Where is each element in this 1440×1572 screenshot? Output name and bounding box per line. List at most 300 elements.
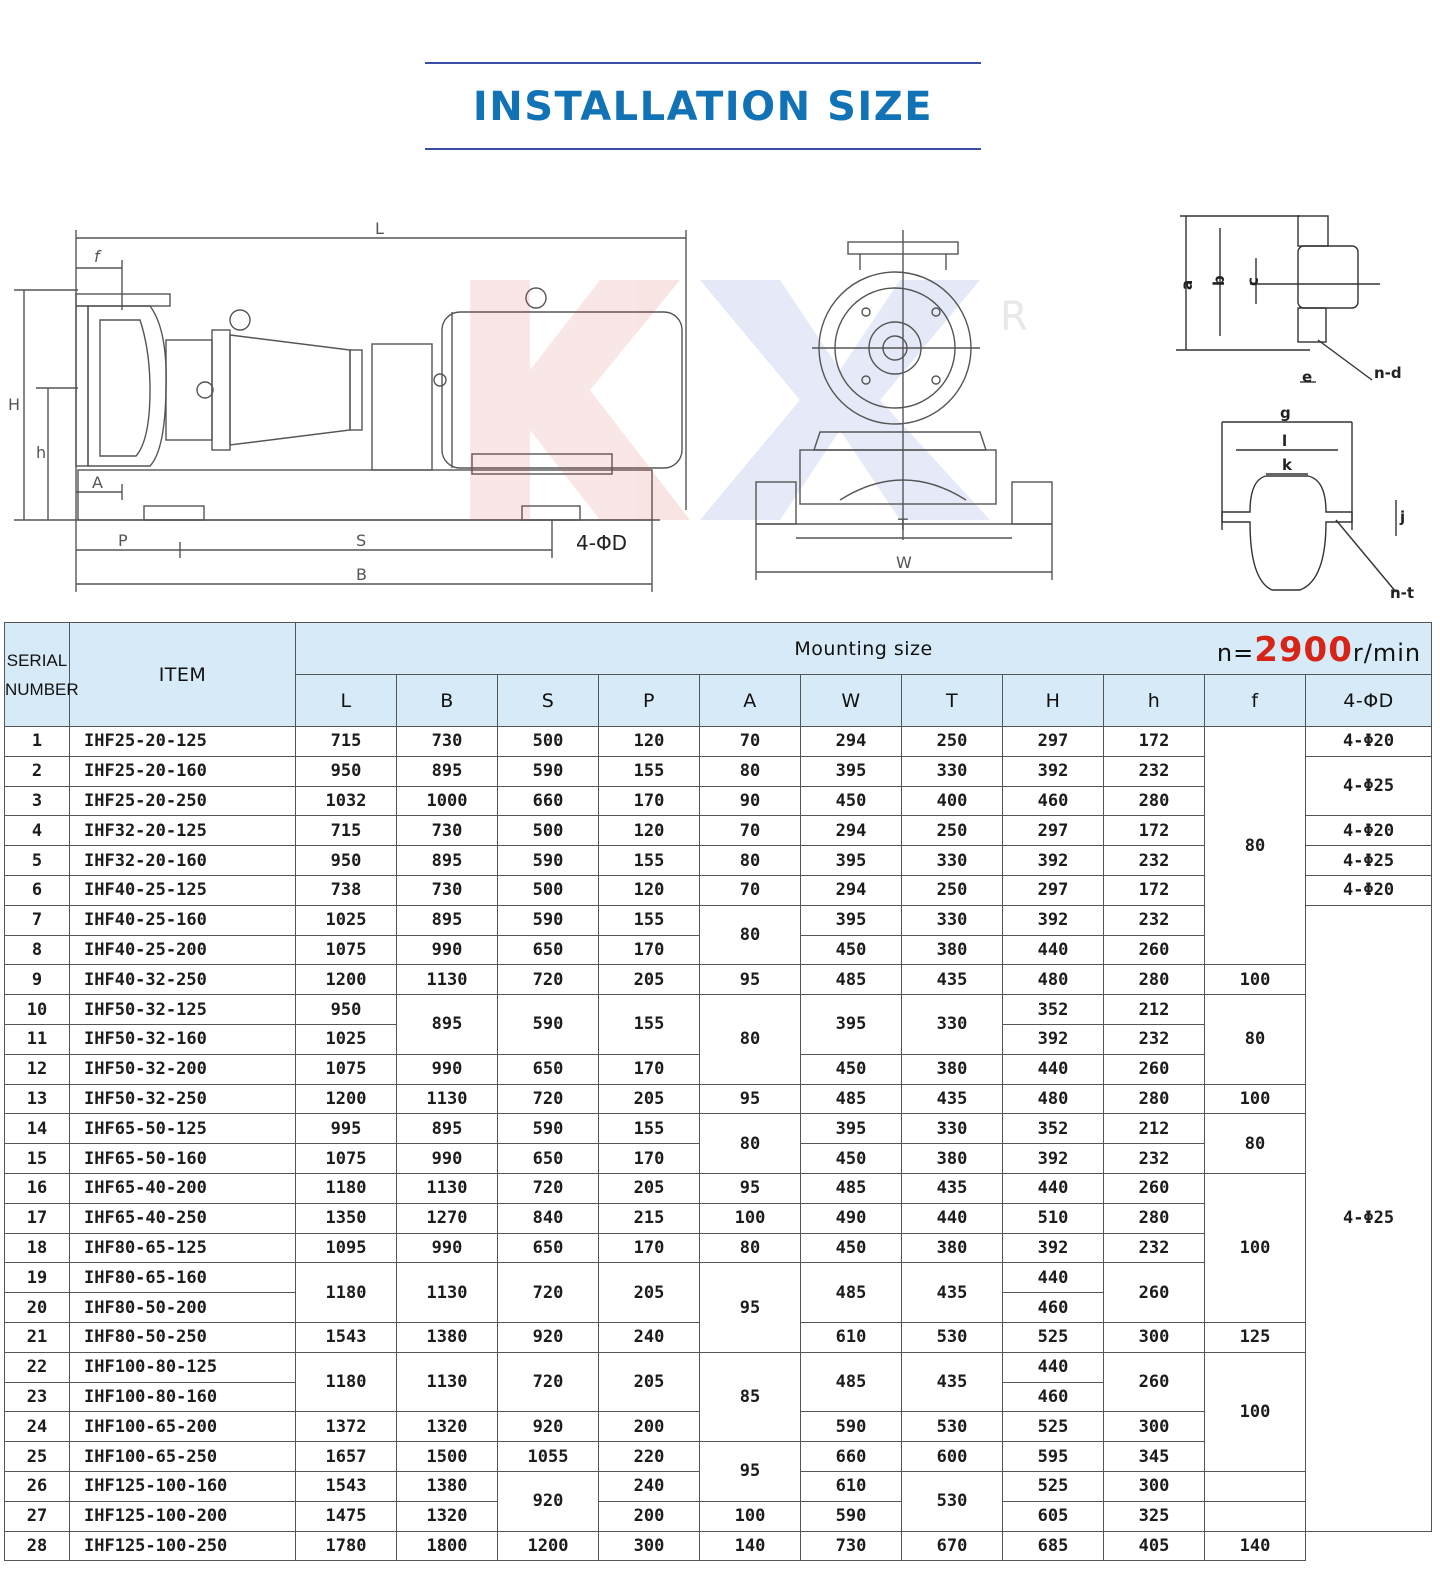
table-row (5, 1531, 1432, 1561)
value-cell: 440 (1003, 1054, 1104, 1084)
value-cell: 525 (1003, 1412, 1104, 1442)
column-header: L (296, 675, 397, 727)
value-cell: 330 (902, 995, 1003, 1055)
value-cell: 435 (902, 1263, 1003, 1323)
value-cell: 125 (1205, 1322, 1306, 1352)
item-cell: IHF80-50-250 (70, 1322, 296, 1352)
value-cell: 950 (296, 756, 397, 786)
value-cell: 405 (1104, 1531, 1205, 1561)
table-header (5, 623, 1432, 727)
value-cell: 280 (1104, 1203, 1205, 1233)
serial-cell: 12 (5, 1054, 70, 1084)
value-cell: 450 (801, 1233, 902, 1263)
value-cell: 300 (1104, 1471, 1205, 1501)
serial-cell: 15 (5, 1144, 70, 1174)
column-header: B (397, 675, 498, 727)
table-row (5, 1173, 1432, 1203)
dim-label-P: P (118, 531, 128, 550)
serial-cell: 21 (5, 1322, 70, 1352)
value-cell: 85 (700, 1352, 801, 1441)
item-cell: IHF80-65-160 (70, 1263, 296, 1293)
value-cell: 650 (498, 1144, 599, 1174)
value-cell: 1657 (296, 1442, 397, 1472)
column-header: H (1003, 675, 1104, 727)
item-cell: IHF65-40-250 (70, 1203, 296, 1233)
value-cell: 80 (700, 905, 801, 965)
value-cell: 590 (801, 1412, 902, 1442)
value-cell: 480 (1003, 1084, 1104, 1114)
dim-label-a: a (1178, 279, 1196, 290)
item-cell: IHF40-32-250 (70, 965, 296, 995)
dim-label-f: f (94, 247, 100, 266)
item-cell: IHF100-65-200 (70, 1412, 296, 1442)
value-cell: 1200 (498, 1531, 599, 1561)
serial-number-header (5, 623, 79, 727)
value-cell: 435 (902, 965, 1003, 995)
value-cell: 80 (700, 995, 801, 1084)
value-cell: 155 (599, 846, 700, 876)
value-cell: 300 (1104, 1322, 1205, 1352)
value-cell: 1200 (296, 1084, 397, 1114)
value-cell: 450 (801, 935, 902, 965)
value-cell: 212 (1104, 995, 1205, 1025)
serial-cell: 3 (5, 786, 70, 816)
value-cell: 4-Φ25 (1306, 756, 1432, 816)
outlet-flange-detail (1176, 216, 1380, 382)
value-cell: 140 (1205, 1531, 1306, 1561)
value-cell: 260 (1104, 1054, 1205, 1084)
value-cell: 380 (902, 1233, 1003, 1263)
item-cell: IHF50-32-160 (70, 1024, 296, 1054)
item-cell: IHF65-50-125 (70, 1114, 296, 1144)
value-cell: 205 (599, 965, 700, 995)
serial-header-line1: SERIAL (6, 650, 68, 670)
value-cell: 895 (397, 995, 498, 1055)
value-cell: 1475 (296, 1501, 397, 1531)
value-cell: 200 (599, 1412, 700, 1442)
serial-cell: 27 (5, 1501, 70, 1531)
dim-label-e: e (1302, 368, 1313, 386)
speed-value: 2900 (1254, 630, 1353, 670)
value-cell (1205, 1501, 1306, 1531)
value-cell: 895 (397, 1114, 498, 1144)
value-cell: 1543 (296, 1471, 397, 1501)
value-cell: 100 (700, 1501, 801, 1531)
value-cell: 392 (1003, 846, 1104, 876)
serial-cell: 7 (5, 905, 70, 935)
value-cell: 485 (801, 965, 902, 995)
serial-cell: 20 (5, 1293, 70, 1323)
value-cell: 170 (599, 1233, 700, 1263)
value-cell: 80 (700, 846, 801, 876)
column-header: P (599, 675, 700, 727)
serial-cell: 28 (5, 1531, 70, 1561)
item-cell: IHF100-80-125 (70, 1352, 296, 1382)
value-cell: 1180 (296, 1352, 397, 1412)
value-cell: 232 (1104, 905, 1205, 935)
value-cell: 605 (1003, 1501, 1104, 1531)
value-cell: 4-Φ25 (1306, 846, 1432, 876)
value-cell: 330 (902, 1114, 1003, 1144)
dim-label-n-d: n-d (1374, 364, 1402, 382)
value-cell: 590 (498, 756, 599, 786)
table-row (5, 727, 1432, 757)
item-cell: IHF25-20-250 (70, 786, 296, 816)
table-row (5, 1084, 1432, 1114)
item-cell: IHF25-20-125 (70, 727, 296, 757)
value-cell: 595 (1003, 1442, 1104, 1472)
value-cell: 1372 (296, 1412, 397, 1442)
value-cell: 95 (700, 1442, 801, 1502)
title-rule-bottom (425, 148, 981, 150)
value-cell: 100 (1205, 965, 1306, 995)
value-cell: 950 (296, 995, 397, 1025)
value-cell: 1055 (498, 1442, 599, 1472)
value-cell: 840 (498, 1203, 599, 1233)
value-cell: 1543 (296, 1322, 397, 1352)
value-cell: 260 (1104, 935, 1205, 965)
value-cell: 435 (902, 1084, 1003, 1114)
value-cell: 172 (1104, 875, 1205, 905)
value-cell: 440 (902, 1203, 1003, 1233)
item-cell: IHF65-40-200 (70, 1173, 296, 1203)
value-cell: 950 (296, 846, 397, 876)
item-cell: IHF80-65-125 (70, 1233, 296, 1263)
value-cell: 440 (1003, 1173, 1104, 1203)
value-cell: 140 (700, 1531, 801, 1561)
dim-label-n-t: n-t (1390, 584, 1415, 602)
table-body (5, 727, 1432, 1561)
item-cell: IHF125-100-160 (70, 1471, 296, 1501)
value-cell: 1130 (397, 1352, 498, 1412)
value-cell: 485 (801, 1352, 902, 1412)
value-cell: 650 (498, 935, 599, 965)
value-cell: 80 (700, 1233, 801, 1263)
value-cell: 95 (700, 1084, 801, 1114)
item-cell: IHF80-50-200 (70, 1293, 296, 1323)
value-cell: 1780 (296, 1531, 397, 1561)
value-cell: 685 (1003, 1531, 1104, 1561)
column-header: S (498, 675, 599, 727)
value-cell: 490 (801, 1203, 902, 1233)
value-cell: 1130 (397, 1263, 498, 1323)
item-cell: IHF65-50-160 (70, 1144, 296, 1174)
value-cell: 460 (1003, 1382, 1104, 1412)
table-row (5, 1352, 1432, 1382)
value-cell: 170 (599, 786, 700, 816)
value-cell: 70 (700, 875, 801, 905)
value-cell: 590 (498, 846, 599, 876)
value-cell: 1075 (296, 1054, 397, 1084)
value-cell: 1320 (397, 1412, 498, 1442)
value-cell: 720 (498, 965, 599, 995)
item-cell: IHF50-32-125 (70, 995, 296, 1025)
dim-label-h: h (36, 443, 47, 462)
value-cell: 205 (599, 1352, 700, 1412)
value-cell: 530 (902, 1322, 1003, 1352)
dim-label-l: l (1282, 432, 1288, 450)
column-header: T (902, 675, 1003, 727)
value-cell: 280 (1104, 786, 1205, 816)
value-cell: 500 (498, 875, 599, 905)
value-cell: 294 (801, 727, 902, 757)
value-cell: 720 (498, 1084, 599, 1114)
value-cell: 297 (1003, 816, 1104, 846)
value-cell: 1130 (397, 1084, 498, 1114)
value-cell: 155 (599, 905, 700, 935)
value-cell (1205, 1471, 1306, 1501)
value-cell: 895 (397, 756, 498, 786)
value-cell: 200 (599, 1501, 700, 1531)
value-cell: 205 (599, 1173, 700, 1203)
serial-cell: 1 (5, 727, 70, 757)
value-cell: 300 (599, 1531, 700, 1561)
serial-cell: 10 (5, 995, 70, 1025)
speed-label (1217, 630, 1421, 670)
dim-label-b: b (1210, 275, 1228, 286)
value-cell: 260 (1104, 1263, 1205, 1323)
mounting-size-header (296, 623, 1432, 675)
column-header: W (801, 675, 902, 727)
value-cell: 500 (498, 727, 599, 757)
serial-cell: 14 (5, 1114, 70, 1144)
value-cell: 240 (599, 1471, 700, 1501)
value-cell: 1000 (397, 786, 498, 816)
serial-cell: 16 (5, 1173, 70, 1203)
value-cell: 525 (1003, 1322, 1104, 1352)
title-banner (425, 62, 981, 152)
value-cell: 250 (902, 816, 1003, 846)
value-cell: 250 (902, 875, 1003, 905)
value-cell: 1350 (296, 1203, 397, 1233)
value-cell: 70 (700, 727, 801, 757)
value-cell: 395 (801, 995, 902, 1055)
value-cell: 294 (801, 816, 902, 846)
value-cell: 590 (801, 1501, 902, 1531)
serial-cell: 26 (5, 1471, 70, 1501)
value-cell: 1800 (397, 1531, 498, 1561)
watermark-r: R (1000, 294, 1028, 340)
item-cell: IHF40-25-200 (70, 935, 296, 965)
value-cell: 392 (1003, 756, 1104, 786)
value-cell: 610 (801, 1471, 902, 1501)
value-cell: 440 (1003, 1263, 1104, 1293)
value-cell: 205 (599, 1084, 700, 1114)
value-cell: 590 (498, 1114, 599, 1144)
value-cell: 95 (700, 1263, 801, 1352)
dim-label-k: k (1282, 456, 1292, 474)
value-cell: 600 (902, 1442, 1003, 1472)
value-cell: 395 (801, 1114, 902, 1144)
serial-cell: 25 (5, 1442, 70, 1472)
value-cell: 155 (599, 1114, 700, 1144)
value-cell: 738 (296, 875, 397, 905)
serial-cell: 9 (5, 965, 70, 995)
value-cell: 1025 (296, 905, 397, 935)
value-cell: 720 (498, 1352, 599, 1412)
drawing-svg (0, 200, 1440, 620)
value-cell: 4-Φ20 (1306, 727, 1432, 757)
value-cell: 1500 (397, 1442, 498, 1472)
value-cell: 440 (1003, 935, 1104, 965)
value-cell: 4-Φ25 (1306, 905, 1432, 1531)
value-cell: 440 (1003, 1352, 1104, 1382)
value-cell: 485 (801, 1084, 902, 1114)
value-cell: 325 (1104, 1501, 1205, 1531)
serial-cell: 11 (5, 1024, 70, 1054)
item-cell: IHF125-100-200 (70, 1501, 296, 1531)
mounting-size-table (4, 622, 1432, 1561)
value-cell: 232 (1104, 1233, 1205, 1263)
value-cell: 232 (1104, 846, 1205, 876)
item-cell: IHF100-65-250 (70, 1442, 296, 1472)
value-cell: 530 (902, 1412, 1003, 1442)
value-cell: 1380 (397, 1322, 498, 1352)
item-header: ITEM (70, 623, 296, 727)
value-cell: 660 (801, 1442, 902, 1472)
value-cell: 525 (1003, 1471, 1104, 1501)
value-cell: 380 (902, 1054, 1003, 1084)
value-cell: 280 (1104, 1084, 1205, 1114)
value-cell: 730 (397, 875, 498, 905)
value-cell: 395 (801, 846, 902, 876)
value-cell: 1180 (296, 1173, 397, 1203)
speed-unit: r/min (1352, 639, 1422, 667)
dim-label-A: A (92, 473, 103, 492)
value-cell: 990 (397, 935, 498, 965)
item-cell: IHF50-32-250 (70, 1084, 296, 1114)
serial-cell: 6 (5, 875, 70, 905)
table-row (5, 995, 1432, 1025)
value-cell: 120 (599, 727, 700, 757)
item-cell: IHF40-25-125 (70, 875, 296, 905)
value-cell: 330 (902, 905, 1003, 935)
item-cell: IHF32-20-125 (70, 816, 296, 846)
value-cell: 170 (599, 1144, 700, 1174)
value-cell: 485 (801, 1263, 902, 1323)
value-cell: 1380 (397, 1471, 498, 1501)
value-cell: 730 (801, 1531, 902, 1561)
value-cell: 100 (1205, 1173, 1306, 1322)
value-cell: 400 (902, 786, 1003, 816)
serial-cell: 17 (5, 1203, 70, 1233)
dim-label-H: H (8, 395, 21, 414)
title-rule-top (425, 62, 981, 64)
value-cell: 170 (599, 935, 700, 965)
value-cell: 650 (498, 1054, 599, 1084)
serial-cell: 13 (5, 1084, 70, 1114)
value-cell: 260 (1104, 1352, 1205, 1412)
value-cell: 4-Φ20 (1306, 816, 1432, 846)
value-cell: 232 (1104, 1144, 1205, 1174)
value-cell: 70 (700, 816, 801, 846)
value-cell: 1200 (296, 965, 397, 995)
value-cell: 480 (1003, 965, 1104, 995)
value-cell: 352 (1003, 1114, 1104, 1144)
dim-label-L: L (375, 219, 384, 238)
serial-cell: 22 (5, 1352, 70, 1382)
value-cell: 260 (1104, 1173, 1205, 1203)
value-cell: 730 (397, 816, 498, 846)
value-cell: 155 (599, 995, 700, 1055)
value-cell: 4-Φ20 (1306, 875, 1432, 905)
value-cell: 120 (599, 816, 700, 846)
value-cell: 895 (397, 846, 498, 876)
dim-label-4-phi-d: 4-ΦD (576, 531, 628, 555)
value-cell: 100 (1205, 1352, 1306, 1471)
item-cell: IHF40-25-160 (70, 905, 296, 935)
value-cell: 280 (1104, 965, 1205, 995)
value-cell: 485 (801, 1173, 902, 1203)
value-cell: 80 (1205, 1114, 1306, 1174)
value-cell: 730 (397, 727, 498, 757)
value-cell: 530 (902, 1471, 1003, 1531)
value-cell: 80 (700, 756, 801, 786)
value-cell: 990 (397, 1233, 498, 1263)
value-cell: 172 (1104, 727, 1205, 757)
value-cell: 232 (1104, 1024, 1205, 1054)
value-cell: 1075 (296, 935, 397, 965)
value-cell: 380 (902, 1144, 1003, 1174)
watermark-logo (470, 280, 1028, 520)
value-cell: 920 (498, 1471, 599, 1531)
value-cell: 395 (801, 905, 902, 935)
value-cell: 205 (599, 1263, 700, 1323)
dim-label-B: B (356, 565, 367, 584)
value-cell: 1075 (296, 1144, 397, 1174)
value-cell: 95 (700, 965, 801, 995)
serial-cell: 24 (5, 1412, 70, 1442)
value-cell: 450 (801, 786, 902, 816)
value-cell: 895 (397, 905, 498, 935)
column-header: h (1104, 675, 1205, 727)
serial-cell: 23 (5, 1382, 70, 1412)
value-cell: 1095 (296, 1233, 397, 1263)
table-row (5, 1114, 1432, 1144)
value-cell: 450 (801, 1144, 902, 1174)
value-cell: 395 (801, 756, 902, 786)
value-cell: 90 (700, 786, 801, 816)
serial-cell: 5 (5, 846, 70, 876)
value-cell: 297 (1003, 727, 1104, 757)
value-cell: 170 (599, 1054, 700, 1084)
value-cell: 1025 (296, 1024, 397, 1054)
value-cell: 392 (1003, 1144, 1104, 1174)
value-cell: 650 (498, 1233, 599, 1263)
value-cell: 500 (498, 816, 599, 846)
dim-label-T: T (898, 515, 908, 534)
value-cell: 352 (1003, 995, 1104, 1025)
page-title: INSTALLATION SIZE (472, 84, 934, 130)
value-cell: 435 (902, 1173, 1003, 1203)
value-cell: 297 (1003, 875, 1104, 905)
mounting-size-label: Mounting size (794, 637, 933, 660)
serial-cell: 19 (5, 1263, 70, 1293)
installation-drawings (0, 200, 1440, 620)
value-cell: 720 (498, 1263, 599, 1323)
value-cell: 212 (1104, 1114, 1205, 1144)
value-cell: 715 (296, 727, 397, 757)
value-cell: 392 (1003, 905, 1104, 935)
value-cell: 435 (902, 1352, 1003, 1412)
value-cell: 172 (1104, 816, 1205, 846)
value-cell: 660 (498, 786, 599, 816)
value-cell: 1320 (397, 1501, 498, 1531)
value-cell: 460 (1003, 1293, 1104, 1323)
value-cell: 330 (902, 756, 1003, 786)
serial-cell: 4 (5, 816, 70, 846)
value-cell: 80 (1205, 995, 1306, 1084)
